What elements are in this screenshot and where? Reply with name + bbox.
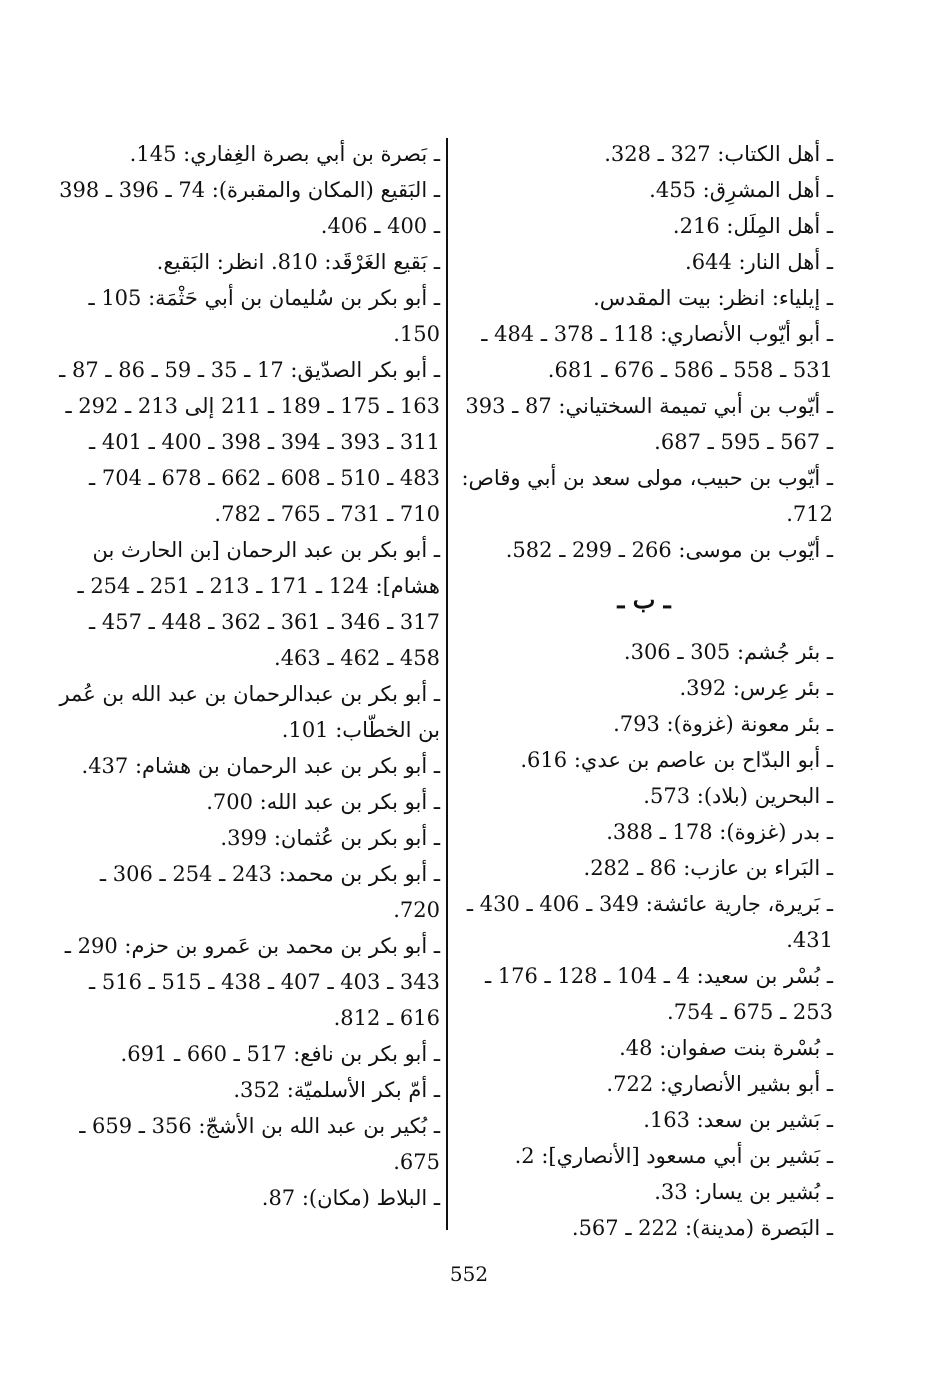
index-entry: ـ إيلياء: انظر: بيت المقدس. (593, 286, 833, 310)
index-entry: ـ بئر عِرس: 392. (679, 676, 833, 700)
index-entry: ـ البَصرة (مدينة): 222 ـ 567. (571, 1216, 833, 1240)
page-number: 552 (449, 1262, 489, 1286)
index-entry: ـ بدر (غزوة): 178 ـ 388. (606, 820, 833, 844)
index-entry: ـ البحرين (بلاد): 573. (643, 784, 833, 808)
index-entry: ـ أبو بكر بن عُثمان: 399. (220, 826, 440, 850)
index-entry: ـ أيّوب بن حبيب، مولى سعد بن أبي وقاص: 712. (461, 466, 833, 526)
index-entry: ـ بَشير بن سعد: 163. (643, 1108, 833, 1132)
index-entry: ـ أيّوب بن موسى: 266 ـ 299 ـ 582. (505, 538, 833, 562)
index-entry: ـ بئر معونة (غزوة): 793. (613, 712, 833, 736)
index-entry: ـ أبو بكر بن عبد الرحمان بن هشام: 437. (81, 754, 440, 778)
index-entry: ـ أبو بكر بن سُليمان بن أبي حَثْمَة: 105 ـ 150. (88, 286, 440, 346)
index-entry: ـ أهل المشرِق: 455. (649, 178, 833, 202)
index-entry: ـ أبو بكر بن محمد: 243 ـ 254 ـ 306 ـ 720. (99, 862, 440, 922)
index-entry: ـ بَقيع الغَرْقَد: 810. انظر: البَقيع. (156, 250, 440, 274)
section-heading: ـ ب ـ (617, 585, 671, 614)
left-column (55, 136, 440, 1216)
index-entry: ـ البلاط (مكان): 87. (261, 1186, 440, 1210)
right-column (455, 136, 833, 1246)
index-entry: ـ أبو أيّوب الأنصاري: 118 ـ 378 ـ 484 ـ 531 ـ 558 ـ 586 ـ 676 ـ 681. (481, 322, 833, 382)
index-entry: ـ أبو بكر بن عبد الرحمان [بن الحارث بن هشام]: 124 ـ 171 ـ 213 ـ 251 ـ 254 ـ 317 ـ 346 ـ 361 ـ 362 ـ 448 ـ 457 ـ 458 ـ 462 ـ 463. (77, 538, 440, 670)
index-entry: ـ أبو بكر الصدّيق: 17 ـ 35 ـ 59 ـ 86 ـ 87 ـ 163 ـ 175 ـ 189 ـ 211 إلى 213 ـ 292 ـ 311 ـ 393 ـ 394 ـ 398 ـ 400 ـ 401 ـ 483 ـ 510 ـ 608 ـ 662 ـ 678 ـ 704 ـ 710 ـ 731 ـ 765 ـ 782. (59, 358, 440, 526)
index-entry: ـ البَقيع (المكان والمقبرة): 74 ـ 396 ـ 398 ـ 400 ـ 406. (59, 178, 440, 238)
index-entry: ـ بُشير بن يسار: 33. (654, 1180, 833, 1204)
index-entry: ـ بُكير بن عبد الله بن الأشجّ: 356 ـ 659 ـ 675. (79, 1114, 440, 1174)
index-entry: ـ أبو بكر بن عبدالرحمان بن عبد الله بن عُمر بن الخطّاب: 101. (59, 682, 440, 742)
index-entry: ـ أبو البدّاح بن عاصم بن عدي: 616. (520, 748, 833, 772)
index-entry: ـ أهل النار: 644. (685, 250, 833, 274)
index-entry: ـ أبو بشير الأنصاري: 722. (606, 1072, 833, 1096)
index-entry: ـ بَريرة، جارية عائشة: 349 ـ 406 ـ 430 ـ 431. (466, 892, 833, 952)
index-entry: ـ بُسْر بن سعيد: 4 ـ 104 ـ 128 ـ 176 ـ 253 ـ 675 ـ 754. (484, 964, 833, 1024)
index-entry: ـ البَراء بن عازب: 86 ـ 282. (583, 856, 833, 880)
index-entry: ـ أمّ بكر الأسلميّة: 352. (233, 1078, 440, 1102)
index-entry: ـ أبو بكر بن عبد الله: 700. (206, 790, 440, 814)
index-entry: ـ بَصرة بن أبي بصرة الغِفاري: 145. (129, 142, 440, 166)
index-entry: ـ بئر جُشم: 305 ـ 306. (623, 640, 833, 664)
index-entry: ـ بُسْرة بنت صفوان: 48. (619, 1036, 833, 1060)
index-entry: ـ بَشير بن أبي مسعود [الأنصاري]: 2. (514, 1144, 833, 1168)
index-entry: ـ أبو بكر بن نافع: 517 ـ 660 ـ 691. (120, 1042, 440, 1066)
index-entry: ـ أيّوب بن أبي تميمة السختياني: 87 ـ 393 ـ 567 ـ 595 ـ 687. (465, 394, 833, 454)
index-entry: ـ أبو بكر بن محمد بن عَمرو بن حزم: 290 ـ 343 ـ 403 ـ 407 ـ 438 ـ 515 ـ 516 ـ 616 ـ 812. (64, 934, 440, 1030)
index-entry: ـ أهل المِلَل: 216. (672, 214, 833, 238)
index-entry: ـ أهل الكتاب: 327 ـ 328. (604, 142, 833, 166)
column-divider (446, 138, 448, 1230)
